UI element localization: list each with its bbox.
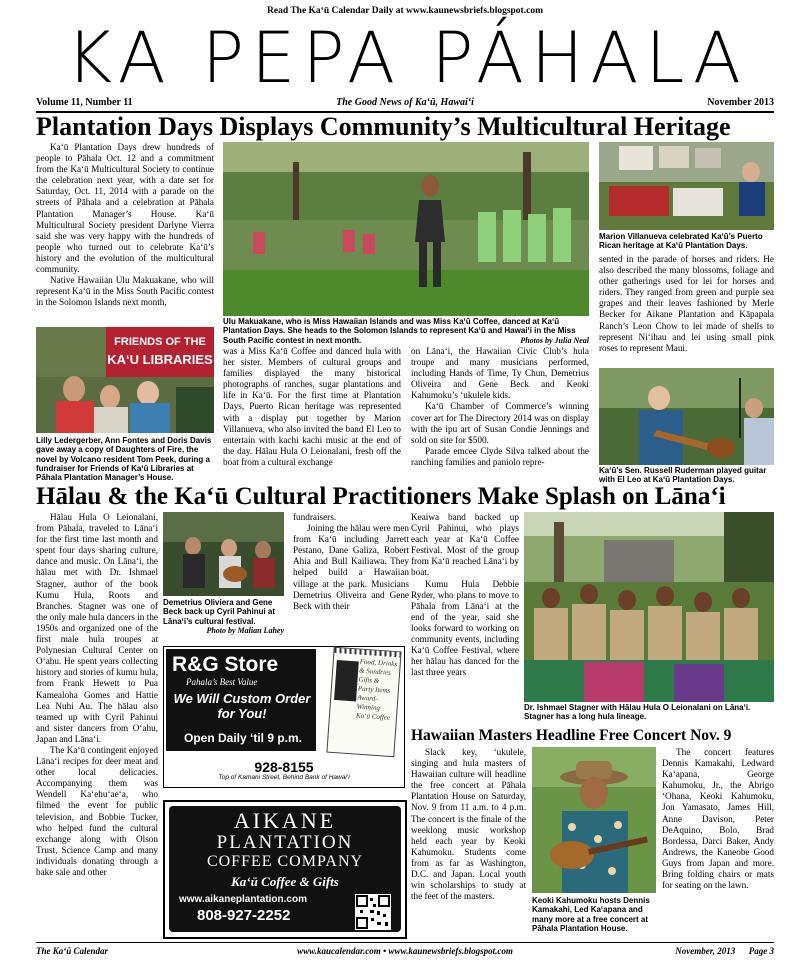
- keoki-caption: Keoki Kahumoku hosts Dennis Kamakahi, Led Ka‘apana and many more at a free concert at Pāhala Plantation House.: [532, 896, 650, 933]
- story3-col3: The concert features Dennis Kamakahi, Ledward Ka‘apana, George Kahumoku, Jr., the Abrigo ‘Ohana, Keoki Kahumoku, Jon Yamasato, James Hill, Anne Davison, Peter DeAquino, Bolo, Brad Bordessa, Darci Baker, Andy Andrews, the Kaneobe Good Guys from Japan and more. Bring folding chairs or mats for seating on the lawn.: [662, 747, 774, 891]
- footer-rule: [36, 942, 774, 943]
- ruderman-caption: Ka‘ū’s Sen. Russell Ruderman played guitar with El Leo at Ka‘ū Plantation Days.: [599, 466, 767, 485]
- rg-note-card: [326, 647, 401, 757]
- story2-col1-p2: The Ka‘ū contingent enjoyed Lāna‘i recipes for deer meat and other local delicacies. Accompanying them was Wendell Ka‘ehu‘ae‘a, who filmed the event for public television, and Bobbie Tucker, who helped fund the cultural exchange along with Olson Trust, Science Camp and many individuals donating through a bake sale and other: [36, 744, 158, 877]
- rg-location: Top of Kamani Street, Behind Bank of Hawai‘i: [218, 774, 350, 781]
- story2-col3: [411, 512, 519, 678]
- lanai-group-photo-art: [524, 512, 774, 702]
- story1-col1-p2: Native Hawaiian Ulu Makuakane, who will represent Ka‘ū in the Miss South Pacific contest in the Solomon Islands next month,: [36, 275, 214, 308]
- story3-headline: Hawaiian Masters Headline Free Concert Nov. 9: [411, 727, 732, 744]
- story1-headline: Plantation Days Displays Community’s Multicultural Heritage: [36, 112, 731, 141]
- main-photo-credit: Photos by Julia Neal: [520, 335, 589, 345]
- story2-col3-p1: Keaiwa band backed up Cyril Pahinui, who plays each year at Ka‘ū Coffee Festival. Most of the group from Ka‘ū reached Lāna‘i by boat.: [411, 512, 519, 578]
- story3-col1: Slack key, ‘ukulele, singing and hula masters of Hawaiian culture will headline the free concert at Pāhala Plantation House on Saturday, Nov. 9 from 11 a.m. to 4 p.m. The concert is the finale of the weeklong music workshop held each year by Keoki Kahumoku. Students come from as far as Washington, D.C. and Japan. Local youth win scholarships to study at the feet of the masters.: [411, 747, 526, 902]
- qr-code-icon[interactable]: [355, 894, 391, 930]
- band-photo: [163, 512, 284, 596]
- story1-col3-p3: Parade emcee Clyde Silva talked about the ranching families and paniolo repre-: [411, 445, 589, 467]
- hula-dancer-photo: [223, 142, 589, 316]
- band-photo-caption: [163, 598, 284, 635]
- footer-center[interactable]: www.kaucalendar.com • www.kaunewsbriefs.blogspot.com: [297, 946, 513, 956]
- aikane-line2: PLANTATION: [216, 832, 354, 853]
- aikane-tag: Ka‘ū Coffee & Gifts: [231, 874, 339, 889]
- rg-note-spiral: [334, 648, 400, 658]
- band-caption-text: Demetrius Oliviera and Gene Beck back up Cyril Pahinui at Lāna‘i’s cultural festival.: [163, 598, 276, 626]
- rg-note-text: Food, Drinks & Sundries Gifts & Party Items Award-Winning Ka‘ū Coffee: [355, 657, 398, 722]
- marion-photo-art: [599, 142, 774, 230]
- aikane-ad[interactable]: [163, 800, 407, 939]
- library-caption: Lilly Ledergerber, Ann Fontes and Doris Davis gave away a copy of Daughters of Fire, the novel by Volcano resident Tom Peek, during a fundraiser for Friends of Ka‘ū Libraries at Pāhala Plantation Manager’s House.: [36, 436, 212, 483]
- rg-line2: for You!: [217, 706, 267, 721]
- story1-col3-p1: on Lāna‘i, the Hawaiian Civic Club’s hula troupe and many musicians performed, including Hands of Time, Ty Chun, Demetrius Oliveira and Gene Beck and Keoki Kahumoku’s ‘ukulele kids.: [411, 346, 589, 401]
- marion-photo: [599, 142, 774, 230]
- story2-col2-p1: fundraisers.: [293, 512, 337, 522]
- band-photo-art: [163, 512, 284, 596]
- aikane-line1: AIKANE: [233, 808, 337, 833]
- rg-custom-order: [172, 691, 312, 721]
- aikane-url[interactable]: www.aikaneplantation.com: [179, 894, 307, 905]
- marion-caption: Marion Villanueva celebrated Ka‘ū’s Puerto Rican heritage at Ka‘ū Plantation Days.: [599, 232, 763, 251]
- rg-phone[interactable]: 928-8155: [254, 759, 314, 775]
- footer-left: The Ka‘ū Calendar: [36, 946, 109, 956]
- rg-note-photo: [334, 660, 359, 701]
- story2-col2-p2: Joining the hālau were men from Ka‘ū including Jarrett Pestano, Dane Galiza, Robert Ahia and Bull Kailiawa. They helped build a Hawaiian village at the park. Musicians Demetrius Oliveira and Gene Beck with their: [293, 523, 409, 611]
- story1-col1: [36, 142, 214, 308]
- ruderman-photo: [599, 368, 774, 465]
- aikane-phone[interactable]: 808-927-2252: [197, 907, 291, 924]
- top-banner: Read The Ka‘ū Calendar Daily at www.kaunewsbriefs.blogspot.com: [267, 6, 543, 16]
- volume-number: Volume 11, Number 11: [36, 97, 133, 108]
- rg-store-name: R&G Store: [172, 653, 279, 676]
- ruderman-photo-art: [599, 368, 774, 465]
- hula-dancer-photo-art: [223, 142, 589, 316]
- story1-col1-p1: Ka‘ū Plantation Days drew hundreds of people to Pāhala Oct. 12 and a commitment from the Ka‘ū Multicultural Society to continue the celebration next year, with a date set for Saturday, Oct. 11, 2014 with a parade on the streets of Pāhala and a celebration at Pāhala Plantation Manager’s House. Ka‘ū Multicultural Society president Darlyne Vierra said she was very happy with the hundreds of people who turned out to celebrate Ka‘ū’s history and the evolution of the multicultural community.: [36, 142, 214, 275]
- lanai-group-caption: Dr. Ishmael Stagner with Hālau Hula O Leionalani on Lāna‘i. Stagner has a long hula lineage.: [524, 703, 751, 722]
- story1-col4: sented in the parade of horses and riders. He also described the many blossoms, foliage and other gatherings used for lei for horses and riders. They ranged from green and purple sea grapes and their leaves fashioned by Merle Becker for Aikane Plantation and Kāpapala Ranch’s Leon Chow to lei made of shells to represent Ni‘ihau and lei using small pink roses to represent Maui.: [599, 254, 774, 353]
- tagline: The Good News of Ka‘ū, Hawai‘i: [336, 97, 474, 108]
- story2-col1-p1: Hālau Hula O Leionalani, from Pāhala, traveled to Lāna‘i for the first time last month and spent four days sharing culture, dance and music. On Lāna‘i, the hālau met with Dr. Ishmael Stagner, author of the book Kumu Hula, Roots and Branches. Stagner was one of the only male hula dancers in the 1950s and organized one of the first male hula troupes at Polynesian Cultural Center on O‘ahu. He spent years collecting history and stories of kumu hula, from Frank Hewett to Pua Kamealoha Gomes and Hattie Lea Nuhi Au. The hālau also teamed up with Cyril Pahinui and sister dancers from O‘ahu, Japan and Lāna‘i.: [36, 512, 158, 744]
- issue-date: November 2013: [707, 97, 774, 108]
- rg-slogan: Pahala’s Best Value: [186, 677, 258, 687]
- story2-col1: [36, 512, 158, 878]
- keoki-photo-art: [532, 747, 656, 893]
- footer-right: November, 2013 Page 3: [675, 946, 774, 956]
- rg-hours: Open Daily ‘til 9 p.m.: [183, 731, 303, 745]
- story1-col3-p2: Ka‘ū Chamber of Commerce’s winning cover art for The Directory 2014 was on display with the ipu art of Susan Condie Jennings and sold on site for $500.: [411, 401, 589, 445]
- story2-col2: [293, 512, 409, 612]
- library-banner-line2: KA‘U LIBRARIES: [107, 352, 213, 367]
- story2-col3-p2: Kumu Hula Debbie Ryder, who plans to move to Pāhala from Lāna‘i at the end of the year, said she looks forward to working on community events, including Ka‘ū Coffee Festival, where her hālau has danced for the last three years: [411, 578, 519, 678]
- masthead-title: KA PEPA PÁHALA: [66, 17, 748, 99]
- lanai-group-photo: [524, 512, 774, 702]
- story1-col3: [411, 346, 589, 468]
- aikane-line3: COFFEE COMPANY: [206, 853, 364, 870]
- keoki-photo: [532, 747, 656, 893]
- rg-store-ad[interactable]: [163, 646, 405, 788]
- main-photo-caption: [223, 317, 589, 345]
- main-caption-text: Ulu Makuakane, who is Miss Hawaiian Islands and was Miss Ka‘ū Coffee, danced at Ka‘ū Plantation Days. She heads to the Solomon Islands to represent Ka‘ū and Hawai‘i in the Miss South Pacific contest in next month.: [223, 317, 576, 345]
- issue-line: [36, 97, 774, 111]
- library-banner-line1: FRIENDS OF THE: [114, 336, 206, 348]
- qr-code-art: [355, 894, 391, 930]
- library-photo-art: [36, 327, 214, 433]
- rg-line1: We Will Custom Order: [173, 691, 311, 706]
- band-photo-credit: Photo by Malian Lahey: [206, 625, 284, 635]
- story2-headline: Hālau & the Ka‘ū Cultural Practitioners Make Splash on Lāna‘i: [36, 483, 726, 510]
- library-photo: [36, 327, 214, 433]
- story1-col2: was a Miss Ka‘ū Coffee and danced hula with her sister. Members of cultural groups and families displayed the many historical photographs of ranches, sugar plantations and life in Ka‘ū. For the first time at Plantation Days, Puerto Rican heritage was represented with a display put together by Marion Villanueva, who also invited the band El Leo to entertain with kachi kachi music at the end of the day. Hālau Hula O Leionalani, fresh off the boat from a cultural exchange: [223, 346, 401, 467]
